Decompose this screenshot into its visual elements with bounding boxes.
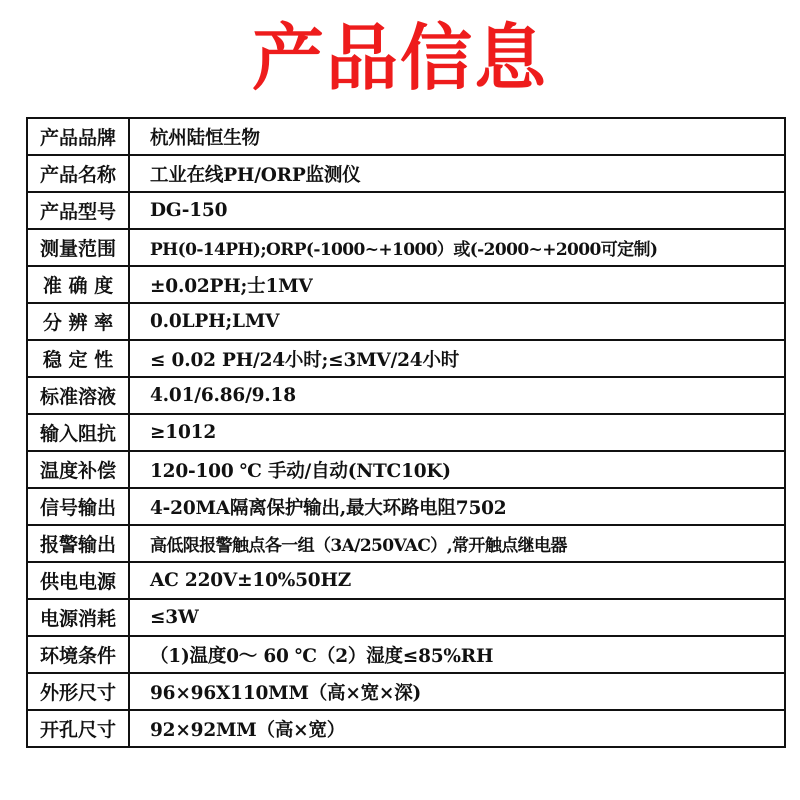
spec-label: 信号输出 — [27, 488, 129, 525]
spec-row-accuracy — [27, 266, 785, 303]
spec-value: （1)温度0～ 60 ℃（2）湿度≤85%RH — [129, 636, 785, 673]
spec-row-standard-solution — [27, 377, 785, 414]
spec-value: 4-20MA隔离保护输出,最大环路电阻7502 — [129, 488, 785, 525]
spec-label: 开孔尺寸 — [27, 710, 129, 747]
spec-value: 0.0LPH;LMV — [129, 303, 785, 340]
page-title: 产品信息 — [251, 16, 548, 100]
spec-row-power-consumption — [27, 599, 785, 636]
spec-value: DG-150 — [129, 192, 785, 229]
spec-row-measurement-range — [27, 229, 785, 266]
spec-label: 电源消耗 — [27, 599, 129, 636]
spec-value: 工业在线PH/ORP监测仪 — [129, 155, 785, 192]
spec-label: 产品名称 — [27, 155, 129, 192]
spec-value: ±0.02PH;士1MV — [129, 266, 785, 303]
spec-label: 外形尺寸 — [27, 673, 129, 710]
spec-row-dimensions — [27, 673, 785, 710]
spec-label: 温度补偿 — [27, 451, 129, 488]
spec-value: ≤3W — [129, 599, 785, 636]
spec-table — [26, 117, 786, 748]
spec-value: 杭州陆恒生物 — [129, 118, 785, 155]
spec-value: 120-100 ℃ 手动/自动(NTC10K) — [129, 451, 785, 488]
spec-row-temperature-compensation — [27, 451, 785, 488]
spec-row-input-impedance — [27, 414, 785, 451]
spec-label: 供电电源 — [27, 562, 129, 599]
spec-row-brand — [27, 118, 785, 155]
spec-value: 4.01/6.86/9.18 — [129, 377, 785, 414]
spec-row-model — [27, 192, 785, 229]
spec-label: 准 确 度 — [27, 266, 129, 303]
spec-value: 92×92MM（高×宽） — [129, 710, 785, 747]
spec-value: 96×96X110MM（高×宽×深) — [129, 673, 785, 710]
spec-row-product-name — [27, 155, 785, 192]
spec-label: 环境条件 — [27, 636, 129, 673]
spec-row-stability — [27, 340, 785, 377]
spec-label: 产品品牌 — [27, 118, 129, 155]
spec-value: ≥1012 — [129, 414, 785, 451]
spec-label: 测量范围 — [27, 229, 129, 266]
spec-label: 输入阻抗 — [27, 414, 129, 451]
spec-value: ≤ 0.02 PH/24小时;≤3MV/24小时 — [129, 340, 785, 377]
spec-label: 稳 定 性 — [27, 340, 129, 377]
spec-value: PH(0-14PH);ORP(-1000~+1000）或(-2000~+2000可定制) — [129, 229, 785, 266]
spec-label: 标准溶液 — [27, 377, 129, 414]
spec-label: 报警输出 — [27, 525, 129, 562]
spec-row-alarm-output — [27, 525, 785, 562]
spec-row-cutout-size — [27, 710, 785, 747]
spec-row-signal-output — [27, 488, 785, 525]
spec-value: 高低限报警触点各一组（3A/250VAC）,常开触点继电器 — [129, 525, 785, 562]
spec-label: 产品型号 — [27, 192, 129, 229]
spec-row-environment — [27, 636, 785, 673]
spec-row-power-supply — [27, 562, 785, 599]
spec-value: AC 220V±10%50HZ — [129, 562, 785, 599]
spec-row-resolution — [27, 303, 785, 340]
spec-label: 分 辨 率 — [27, 303, 129, 340]
